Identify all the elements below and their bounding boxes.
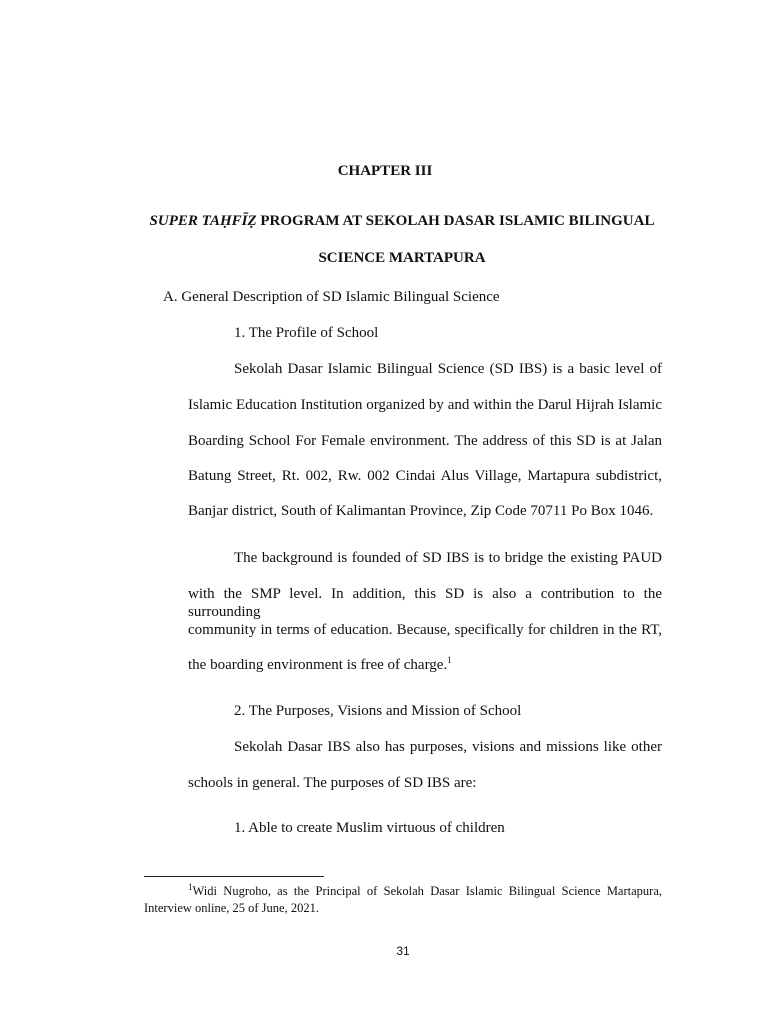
chapter-title-line1 (0, 213, 770, 230)
chapter-title-line2: SCIENCE MARTAPURA (318, 250, 486, 266)
para1-line: Batung Street, Rt. 002, Rw. 002 Cindai Alus Village, Martapura subdistrict, (188, 468, 662, 484)
chapter-title-italic: SUPER TAḤFĪẒ (149, 213, 257, 229)
para1-line: Islamic Education Institution organized by and within the Darul Hijrah Islamic (188, 397, 662, 413)
para3-line: Sekolah Dasar IBS also has purposes, visions and missions like other (234, 739, 662, 755)
footnote-text-line1: Widi Nugroho, as the Principal of Sekolah Dasar Islamic Bilingual Science Martapura, (192, 884, 662, 898)
para1-line: Boarding School For Female environment. The address of this SD is at Jalan (188, 433, 662, 449)
footnote-line1 (188, 883, 662, 900)
para2-line: The background is founded of SD IBS is to bridge the existing PAUD (234, 550, 662, 566)
footnote-marker: 1 (188, 881, 193, 892)
para2-line: with the SMP level. In addition, this SD is also a contribution to the surrounding (188, 586, 662, 620)
page-number: 31 (396, 944, 410, 958)
para2-line: community in terms of education. Because, specifically for children in the RT, (188, 622, 662, 638)
section-heading-a: A. General Description of SD Islamic Bilingual Science (163, 289, 500, 305)
footnote-line2: Interview online, 25 of June, 2021. (144, 901, 319, 915)
purpose-item-1: 1. Able to create Muslim virtuous of children (234, 820, 505, 836)
chapter-title-rest: PROGRAM AT SEKOLAH DASAR ISLAMIC BILINGUAL (256, 213, 655, 229)
footnote-reference: 1 (447, 655, 452, 665)
para1-line: Banjar district, South of Kalimantan Province, Zip Code 70711 Po Box 1046. (188, 503, 654, 519)
para2-line-last (188, 656, 452, 674)
footnote-divider (144, 876, 324, 877)
subheading-profile: 1. The Profile of School (234, 325, 379, 341)
para3-line: schools in general. The purposes of SD IBS are: (188, 775, 477, 791)
para1-line: Sekolah Dasar Islamic Bilingual Science (SD IBS) is a basic level of (234, 361, 662, 377)
chapter-heading: CHAPTER III (337, 163, 433, 179)
subheading-purposes: 2. The Purposes, Visions and Mission of School (234, 703, 522, 719)
para2-line-text: the boarding environment is free of charge. (188, 657, 448, 673)
